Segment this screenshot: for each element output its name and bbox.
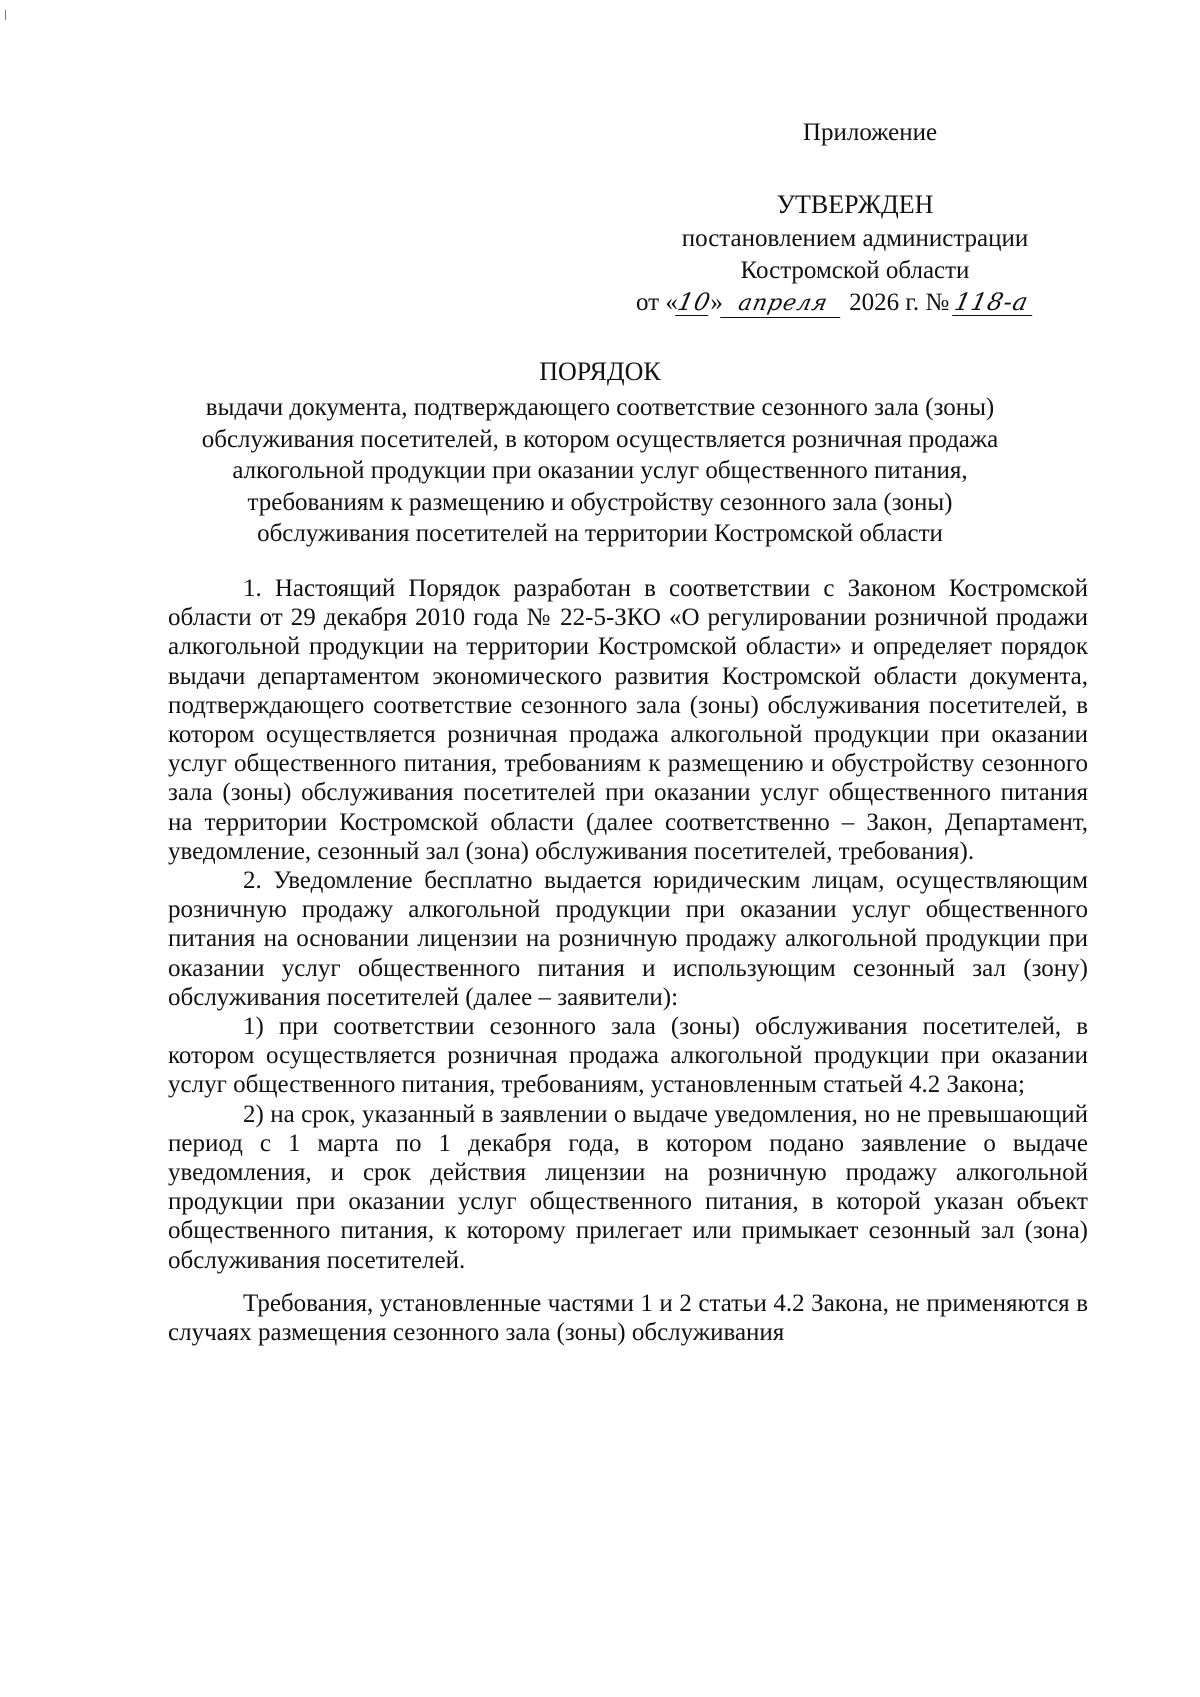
- subtitle-line: обслуживания посетителей на территории Костромской области: [257, 520, 943, 547]
- paragraph-2-item-2: 2) на срок, указанный в заявлении о выдаче уведомления, но не превышающий период с 1 марта по 1 декабря года, в котором подано заявление о выдаче уведомления, и срок действия лицензии на розничную продажу алкогольной продукции при оказании услуг общественного питания, в которой указан объект общественного питания, к которому прилегает или примыкает сезонный зал (зона) обслуживания посетителей.: [168, 1100, 1088, 1274]
- paragraph-2: 2. Уведомление бесплатно выдается юридическим лицам, осуществляющим розничную продажу алкогольной продукции при оказании услуг общественного питания на основании лицензии на розничную продажу алкогольной продукции при оказании услуг общественного питания и использующим сезонный зал (зону) обслуживания посетителей (далее – заявители):: [168, 867, 1088, 1011]
- scan-edge-mark: [5, 10, 6, 20]
- issuer-line-2: Костромской области: [740, 257, 970, 284]
- subtitle-line: требованиям к размещению и обустройству сезонного зала (зоны): [247, 488, 953, 516]
- issuer-line-1: постановлением администрации: [681, 225, 1029, 252]
- paragraph-2-item-1: 1) при соответствии сезонного зала (зоны) обслуживания посетителей, в котором осуществляется розничная продажа алкогольной продукции при оказании услуг общественного питания, требованиям, установленным статьей 4.2 Закона;: [168, 1013, 1088, 1099]
- document-title: ПОРЯДОК: [539, 357, 661, 386]
- date-prefix: от «: [636, 289, 678, 316]
- handwritten-month: апреля: [720, 291, 846, 318]
- subtitle-line: выдачи документа, подтверждающего соответствие сезонного зала (зоны): [205, 394, 995, 421]
- handwritten-doc-number: 118-а: [953, 289, 1039, 316]
- subtitle-line: обслуживания посетителей, в котором осуществляется розничная продажа: [201, 425, 999, 453]
- paragraph-1: 1. Настоящий Порядок разработан в соответствии с Законом Костромской области от 29 декабря 2010 года № 22-5-ЗКО «О регулировании розничной продажи алкогольной продукции на территории Костромской области» и определяет порядок выдачи департаментом экономического развития Костромской области документа, подтверждающего соответствие сезонного зала (зоны) обслуживания посетителей, в котором осуществляется розничная продажа алкогольной продукции при оказании услуг общественного питания, требованиям к размещению и обустройству сезонного зала (зоны) обслуживания посетителей при оказании услуг общественного питания на территории Костромской области (далее соответственно – Закон, Департамент, уведомление, сезонный зал (зона) обслуживания посетителей, требования).: [168, 575, 1088, 865]
- document-subtitle: [150, 392, 1050, 550]
- approval-date-line: [636, 288, 1096, 318]
- document-body: [168, 574, 1088, 1347]
- subtitle-line: алкогольной продукции при оказании услуг общественного питания,: [232, 457, 968, 484]
- date-year-number-label: 2026 г. №: [849, 289, 950, 316]
- approved-heading: УТВЕРЖДЕН: [776, 190, 934, 219]
- handwritten-day: 10: [674, 288, 714, 316]
- paragraph-requirements: Требования, установленные частями 1 и 2 статьи 4.2 Закона, не применяются в случаях размещения сезонного зала (зоны) обслуживания: [168, 1289, 1088, 1347]
- date-quote-close: »: [710, 289, 723, 316]
- appendix-label: Приложение: [802, 119, 938, 146]
